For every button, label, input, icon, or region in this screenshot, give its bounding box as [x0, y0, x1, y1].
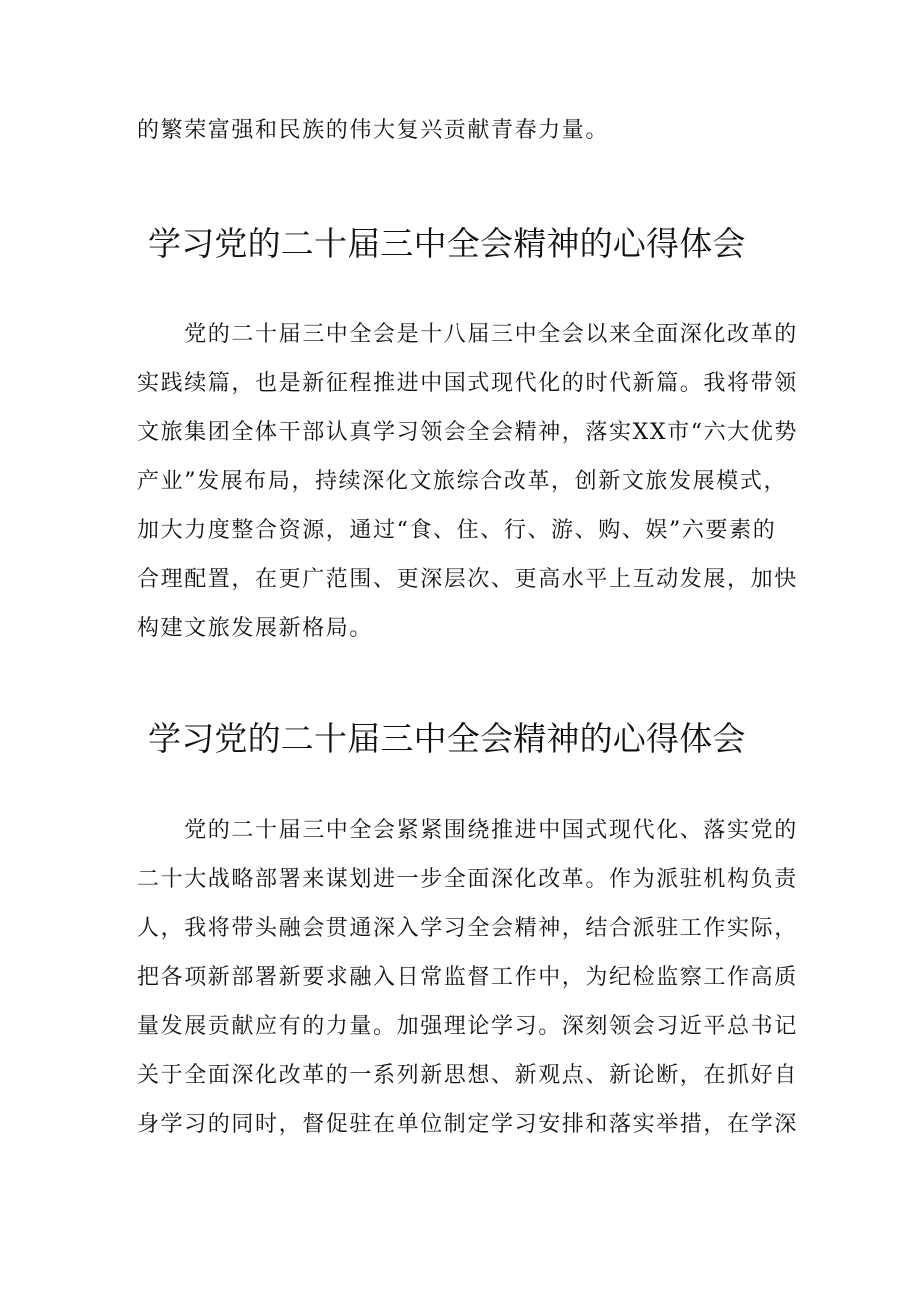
paragraph-line: 构建文旅发展新格局。 [137, 616, 374, 641]
paragraph-line: 产业”发展布局，持续深化文旅综合改革，创新文旅发展模式， [137, 469, 788, 494]
paragraph-line: 把各项新部署新要求融入日常监督工作中，为纪检监察工作高质 [137, 965, 798, 990]
paragraph-line: 身学习的同时，督促驻在单位制定学习安排和落实举措，在学深 [137, 1112, 798, 1137]
section-title: 学习党的二十届三中全会精神的心得体会 [148, 719, 746, 758]
intro-paragraph [137, 106, 797, 155]
paragraph-line: 加大力度整合资源，通过“食、住、行、游、购、娱”六要素的 [137, 518, 777, 543]
paragraph-line: 的繁荣富强和民族的伟大复兴贡献青春力量。 [137, 118, 610, 143]
paragraph-line: 合理配置，在更广范围、更深层次、更高水平上互动发展，加快 [137, 567, 798, 592]
paragraph-line: 人，我将带头融会贯通深入学习全会精神，结合派驻工作实际， [137, 916, 798, 941]
paragraph-line: 量发展贡献应有的力量。加强理论学习。深刻领会习近平总书记 [137, 1014, 798, 1039]
paragraph-line: 党的二十届三中全会紧紧围绕推进中国式现代化、落实党的 [137, 818, 798, 843]
paragraph-line: 党的二十届三中全会是十八届三中全会以来全面深化改革的 [137, 322, 798, 347]
paragraph-line: 实践续篇，也是新征程推进中国式现代化的时代新篇。我将带领 [137, 371, 798, 396]
section-paragraph [137, 310, 797, 653]
paragraph-line: 文旅集团全体干部认真学习领会全会精神，落实XX市“六大优势 [137, 420, 798, 445]
section-paragraph [137, 806, 797, 1149]
section-title: 学习党的二十届三中全会精神的心得体会 [148, 224, 746, 263]
paragraph-line: 二十大战略部署来谋划进一步全面深化改革。作为派驻机构负责 [137, 867, 798, 892]
paragraph-line: 关于全面深化改革的一系列新思想、新观点、新论断，在抓好自 [137, 1063, 798, 1088]
